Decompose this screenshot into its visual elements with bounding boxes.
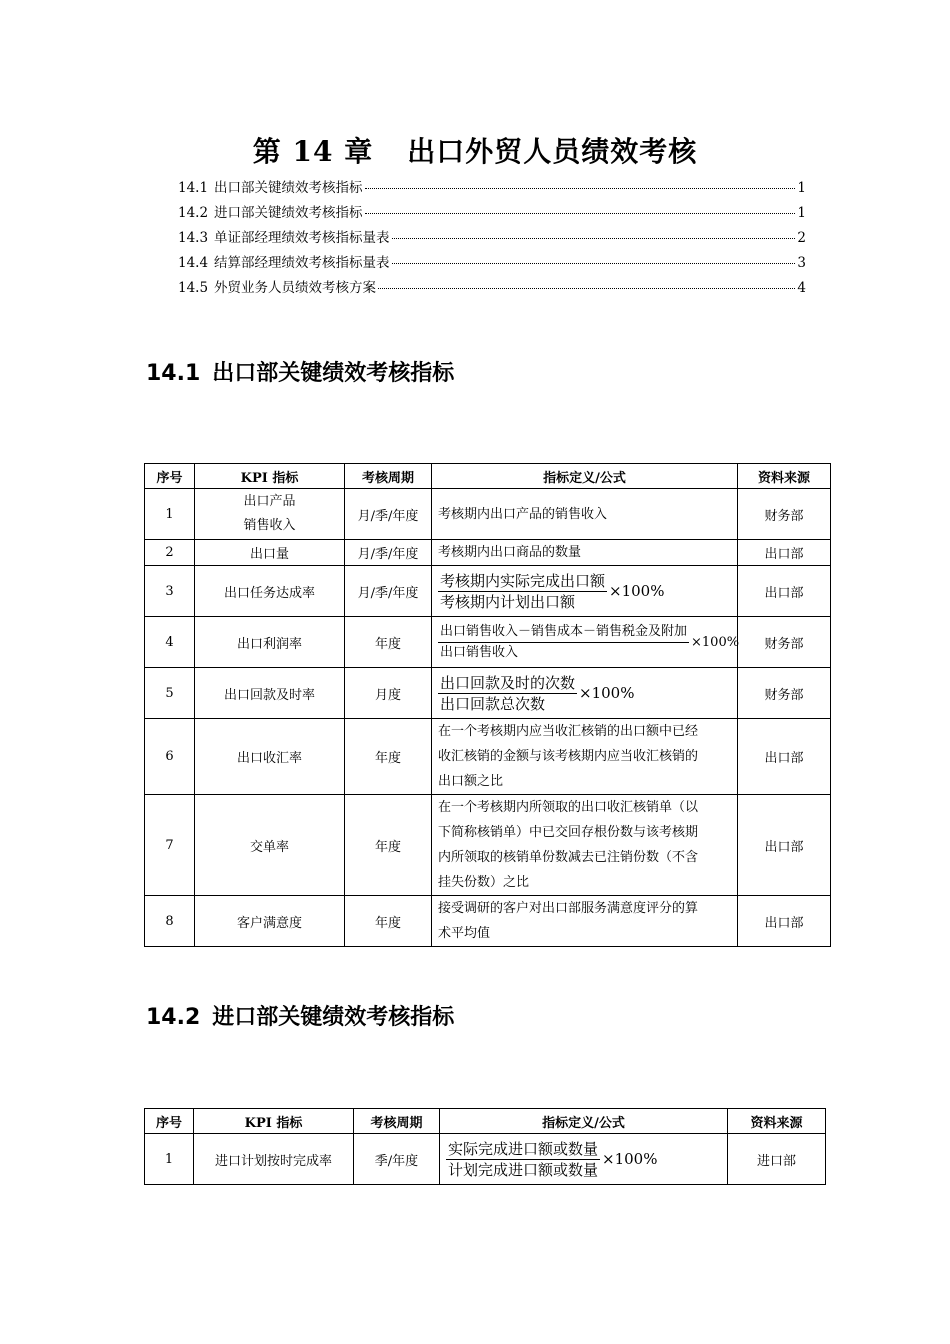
- toc-leader: [365, 213, 796, 214]
- header-cell: 指标定义/公式: [432, 464, 738, 489]
- row-number: 5: [145, 668, 195, 719]
- source-cell: 出口部: [738, 566, 831, 617]
- formula-numerator: 出口回款及时的次数: [440, 673, 576, 692]
- toc-page: 4: [797, 280, 806, 296]
- source-cell: 财务部: [738, 617, 831, 668]
- toc-entry[interactable]: [178, 276, 806, 301]
- toc-title: 出口部关键绩效考核指标: [214, 180, 363, 196]
- row-number: 1: [145, 1134, 194, 1185]
- section-heading-14-2: [146, 1000, 454, 1031]
- header-cell: KPI 指标: [195, 464, 345, 489]
- toc-number: 14.1: [178, 180, 209, 196]
- source-cell: 进口部: [728, 1134, 826, 1185]
- header-cell: 考核周期: [345, 464, 432, 489]
- formula: [438, 571, 664, 612]
- cycle-cell: 年度: [345, 795, 432, 896]
- formula-factor: ×100%: [691, 634, 740, 650]
- table-header-row: [145, 1109, 826, 1134]
- toc-entry[interactable]: [178, 201, 806, 226]
- formula: [438, 622, 739, 663]
- formula-factor: ×100%: [602, 1150, 658, 1168]
- section-title: 进口部关键绩效考核指标: [212, 1005, 455, 1030]
- definition-line: 出口额之比: [438, 774, 504, 789]
- header-cell: 序号: [145, 464, 195, 489]
- toc-number: 14.5: [178, 280, 209, 296]
- formula-denominator: 出口销售收入: [440, 644, 519, 660]
- cycle-cell: 季/年度: [354, 1134, 440, 1185]
- toc-number: 14.2: [178, 205, 209, 221]
- definition-cell: [432, 896, 738, 947]
- formula-cell: [440, 1134, 728, 1185]
- kpi-name: 出口收汇率: [195, 719, 345, 795]
- toc-page: 1: [797, 205, 806, 221]
- definition-line: 挂失份数）之比: [438, 875, 530, 890]
- kpi-name: 进口计划按时完成率: [194, 1134, 354, 1185]
- toc-number: 14.3: [178, 230, 209, 246]
- header-cell: 考核周期: [354, 1109, 440, 1134]
- section-heading-14-1: [146, 356, 454, 387]
- header-cell: 资料来源: [728, 1109, 826, 1134]
- row-number: 8: [145, 896, 195, 947]
- definition-cell: 考核期内出口商品的数量: [432, 540, 738, 566]
- cycle-cell: 年度: [345, 896, 432, 947]
- source-cell: 财务部: [738, 489, 831, 540]
- table-row: [145, 896, 831, 947]
- table-row: [145, 540, 831, 566]
- toc-leader: [392, 238, 796, 239]
- toc-number: 14.4: [178, 255, 209, 271]
- kpi-name: 客户满意度: [195, 896, 345, 947]
- table-row: [145, 1134, 826, 1185]
- kpi-name: [195, 489, 345, 540]
- definition-line: 内所领取的核销单份数减去已注销份数（不含: [438, 850, 699, 865]
- header-cell: KPI 指标: [194, 1109, 354, 1134]
- chapter-label: 第 14 章: [252, 135, 374, 168]
- definition-line: 在一个考核期内应当收汇核销的出口额中已经: [438, 724, 699, 739]
- kpi-name: 出口量: [195, 540, 345, 566]
- source-cell: 财务部: [738, 668, 831, 719]
- table-header-row: [145, 464, 831, 489]
- formula-cell: [432, 668, 738, 719]
- cycle-cell: 月度: [345, 668, 432, 719]
- definition-cell: [432, 795, 738, 896]
- definition-cell: [432, 719, 738, 795]
- formula-denominator: 考核期内计划出口额: [440, 592, 576, 611]
- source-cell: 出口部: [738, 719, 831, 795]
- table-row: [145, 795, 831, 896]
- source-cell: 出口部: [738, 896, 831, 947]
- section-number: 14.2: [146, 1005, 201, 1030]
- toc-leader: [392, 263, 796, 264]
- toc-title: 进口部关键绩效考核指标: [214, 205, 363, 221]
- row-number: 6: [145, 719, 195, 795]
- toc-leader: [365, 188, 796, 189]
- import-kpi-table: [144, 1108, 826, 1185]
- chapter-name: 出口外贸人员绩效考核: [407, 135, 698, 168]
- header-cell: 序号: [145, 1109, 194, 1134]
- formula-cell: [432, 566, 738, 617]
- toc-page: 3: [797, 255, 806, 271]
- toc-title: 外贸业务人员绩效考核方案: [214, 280, 376, 296]
- table-row: [145, 617, 831, 668]
- kpi-name: 出口任务达成率: [195, 566, 345, 617]
- section-number: 14.1: [146, 361, 201, 386]
- kpi-name: 出口利润率: [195, 617, 345, 668]
- toc-page: 2: [797, 230, 806, 246]
- row-number: 3: [145, 566, 195, 617]
- kpi-name-line: 出口产品: [243, 494, 296, 509]
- section-title: 出口部关键绩效考核指标: [212, 361, 455, 386]
- formula-factor: ×100%: [609, 582, 665, 600]
- definition-line: 下简称核销单）中已交回存根份数与该考核期: [438, 825, 699, 840]
- export-kpi-table: [144, 463, 831, 947]
- toc-title: 单证部经理绩效考核指标量表: [214, 230, 390, 246]
- cycle-cell: 月/季/年度: [345, 566, 432, 617]
- formula-cell: [432, 617, 738, 668]
- definition-cell: 考核期内出口产品的销售收入: [432, 489, 738, 540]
- cycle-cell: 月/季/年度: [345, 489, 432, 540]
- definition-line: 术平均值: [438, 926, 491, 941]
- table-row: [145, 668, 831, 719]
- formula: [438, 673, 634, 714]
- toc-leader: [378, 288, 795, 289]
- cycle-cell: 月/季/年度: [345, 540, 432, 566]
- toc-entry[interactable]: [178, 176, 806, 201]
- definition-line: 收汇核销的金额与该考核期内应当收汇核销的: [438, 749, 699, 764]
- formula-numerator: 出口销售收入－销售成本－销售税金及附加: [438, 622, 689, 643]
- cycle-cell: 年度: [345, 719, 432, 795]
- table-row: [145, 719, 831, 795]
- formula-numerator: 考核期内实际完成出口额: [440, 571, 606, 590]
- header-cell: 资料来源: [738, 464, 831, 489]
- row-number: 1: [145, 489, 195, 540]
- toc-title: 结算部经理绩效考核指标量表: [214, 255, 390, 271]
- definition-line: 在一个考核期内所领取的出口收汇核销单（以: [438, 800, 699, 815]
- kpi-name: 出口回款及时率: [195, 668, 345, 719]
- cycle-cell: 年度: [345, 617, 432, 668]
- formula-denominator: 计划完成进口额或数量: [448, 1160, 599, 1179]
- table-row: [145, 489, 831, 540]
- toc-page: 1: [797, 180, 806, 196]
- table-row: [145, 566, 831, 617]
- formula: [446, 1139, 657, 1180]
- formula-denominator: 出口回款总次数: [440, 694, 546, 713]
- header-cell: 指标定义/公式: [440, 1109, 728, 1134]
- kpi-name: 交单率: [195, 795, 345, 896]
- source-cell: 出口部: [738, 795, 831, 896]
- row-number: 2: [145, 540, 195, 566]
- chapter-title: [0, 130, 950, 170]
- formula-numerator: 实际完成进口额或数量: [448, 1139, 599, 1158]
- row-number: 7: [145, 795, 195, 896]
- row-number: 4: [145, 617, 195, 668]
- toc-entry[interactable]: [178, 251, 806, 276]
- table-of-contents: [178, 176, 806, 301]
- definition-line: 接受调研的客户对出口部服务满意度评分的算: [438, 901, 699, 916]
- source-cell: 出口部: [738, 540, 831, 566]
- toc-entry[interactable]: [178, 226, 806, 251]
- kpi-name-line: 销售收入: [243, 518, 296, 533]
- formula-factor: ×100%: [579, 684, 635, 702]
